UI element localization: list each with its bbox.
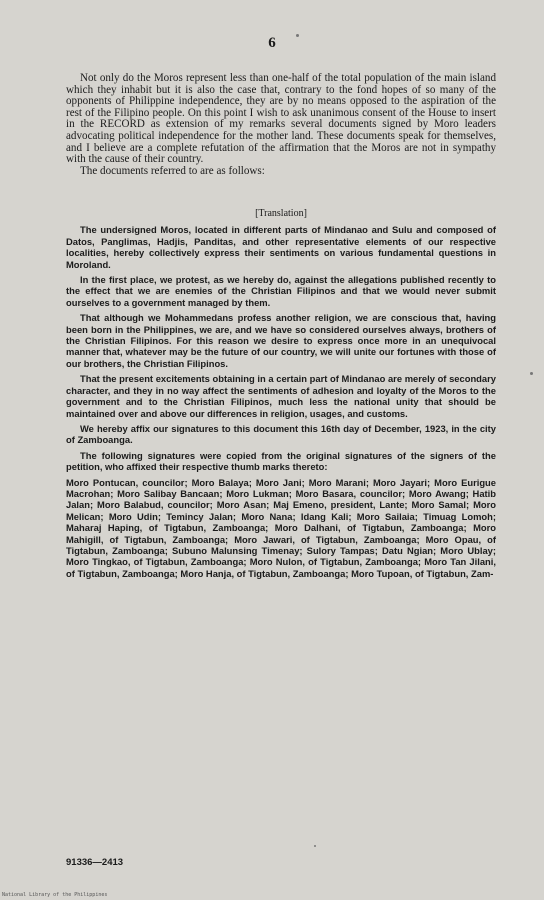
translation-section — [66, 208, 496, 583]
signature-list: Moro Pontucan, councilor; Moro Balaya; Moro Jani; Moro Marani; Moro Jayari; Moro Eurigue Macrohan; Moro Salibay Bancaan; Moro Lukman; Moro Basara, councilor; Moro Awang; Hatib Jalan; Moro Balabud, councilor; Moro Asan; Maj Emeno, president, Lante; Moro Samal; Moro Melican; Moro Udin; Temincy Jalan; Moro Nana; Idang Kali; Moro Sailaia; Timuag Lomoh; Maharaj Haping, of Tigtabun, Zamboanga; Moro Dalhani, of Tigtabun, Zamboanga; Moro Mahigill, of Tigtabun, Zamboanga; Moro Jawari, of Tigtabun, Zamboanga; Moro Opau, of Tigtabun, Zamboanga; Subuno Malunsing Timenay; Sulory Tampas; Datu Ngian; Moro Ublay; Moro Tingkao, of Tigtabun, Zamboanga; Moro Nulon, of Tigtabun, Zamboanga; Moro Tan Jilani, of Tigtabun, Zamboanga; Moro Hanja, of Tigtabun, Zamboanga; Moro Tupoan, of Tigtabun, Zam- — [66, 476, 496, 579]
translation-paragraph: In the first place, we protest, as we hereby do, against the allegations published recently to the effect that we are enemies of the Christian Filipinos and that we would never submit ourselves to a government managed by them. — [66, 274, 496, 308]
paper-speck — [530, 372, 533, 375]
page-number: 6 — [268, 35, 276, 51]
library-note: National Library of the Philippines — [2, 892, 108, 898]
translation-paragraph: The undersigned Moros, located in different parts of Mindanao and Sulu and composed of Datos, Panglimas, Hadjis, Panditas, and other representative elements of our respective localities, hereby collectively express their sentiments on various fundamental questions in Moroland. — [66, 224, 496, 270]
footer-code: 91336—2413 — [66, 857, 124, 868]
translation-paragraph: We hereby affix our signatures to this document this 16th day of December, 1923, in the city of Zamboanga. — [66, 422, 496, 446]
translation-paragraph: The following signatures were copied from the original signatures of the signers of the petition, who affixed their respective thumb marks thereto: — [66, 449, 496, 473]
body-paragraph: The documents referred to are as follows: — [80, 164, 265, 177]
paper-speck — [296, 34, 299, 37]
body-paragraph: Not only do the Moros represent less than one-half of the total population of the main island which they inhabit but it is also the case that, contrary to the fond hopes of so many of the opponents of Philippine independence, they are by no means opposed to the aspiration of the rest of the Filipino people. On this point I wish to ask unanimous consent of the House to insert in the RECORD as extension of my remarks several documents signed by Moro leaders advocating political independence for the mother land. These documents speak for themselves, and I believe are a complete refutation of the affirmation that the Moros are not in sympathy with the cause of their country. — [66, 72, 496, 166]
translation-heading: [Translation] — [255, 208, 307, 219]
paper-speck — [314, 845, 316, 847]
translation-paragraph: That although we Mohammedans profess another religion, we are conscious that, having been born in the Philippines, we are, and we have so considered ourselves always, brothers of the Christian Filipinos. For this reason we desire to express once more in an unequivocal manner that, whatever may be the future of our country, we will unite our fortunes with those of our brothers, the Christian Filipinos. — [66, 312, 496, 369]
translation-paragraph: That the present excitements obtaining in a certain part of Mindanao are merely of secondary character, and they in no way affect the sentiments of adhesion and loyalty of the Moros to the government and to the Christian Filipinos, much less the national unity that should be maintained over and above our differences in religion, usages, and customs. — [66, 373, 496, 419]
body-text — [66, 73, 496, 177]
